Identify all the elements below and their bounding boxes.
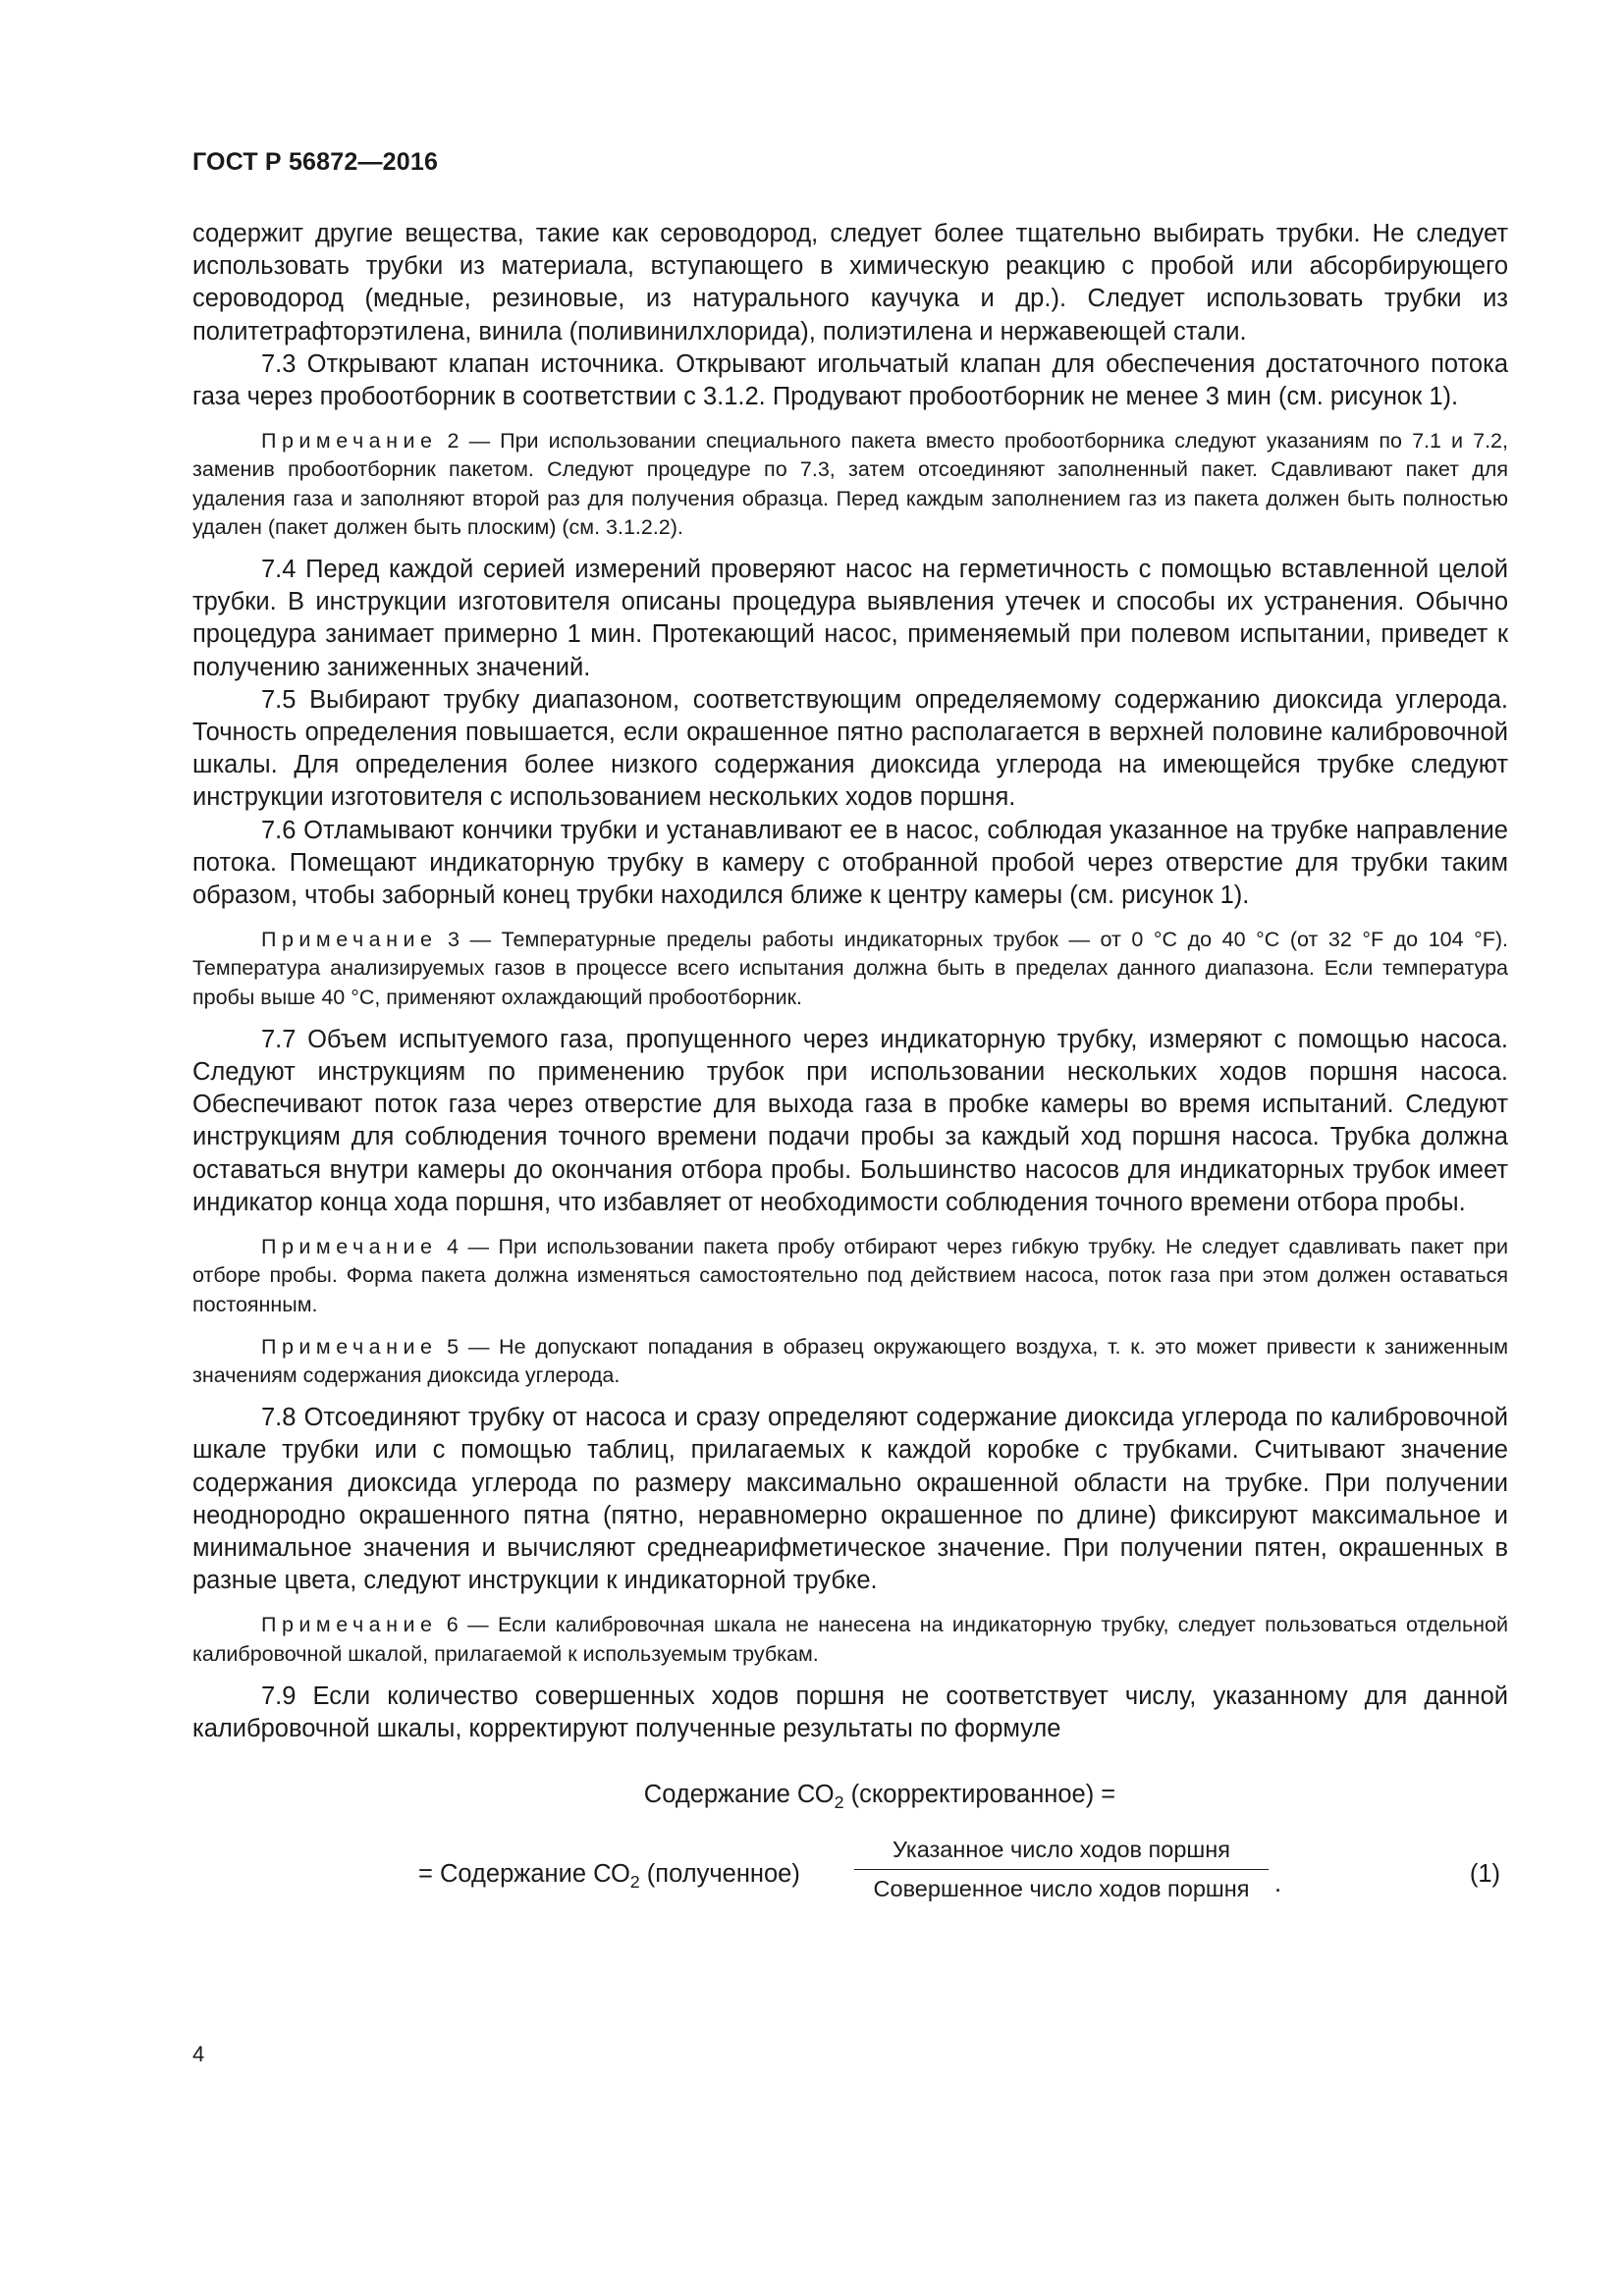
formula-line1-subscript: 2 bbox=[834, 1792, 844, 1813]
formula-line2-subscript: 2 bbox=[629, 1872, 640, 1893]
formula-line-2 bbox=[192, 1837, 1508, 1915]
paragraph-7-9: 7.9 Если количество совершенных ходов поршня не соответствует числу, указанному для данной калибровочной шкалы, корректируют полученные результаты по формуле bbox=[192, 1682, 1508, 1742]
note-5 bbox=[192, 1333, 1508, 1390]
document-header: ГОСТ Р 56872—2016 bbox=[192, 148, 439, 176]
note-6-text: 6 — Если калибровочная шкала не нанесена на индикаторную трубку, следует пользоваться отдельной калибровочной шкалой, прилагаемой к используемым трубкам. bbox=[192, 1613, 1508, 1666]
paragraph-7-8: 7.8 Отсоединяют трубку от насоса и сразу определяют содержание диоксида углерода по калибровочной шкале трубки или с помощью таблиц, прилагаемых к каждой коробке с трубками. Считывают значение содержания диоксида углерода по размеру максимально окрашенной области на трубке. При получении неоднородно окрашенного пятна (пятно, неравномерно окрашенное по длине) фиксируют максимальное и минимальное значения и вычисляют среднеарифметическое значение. При получении пятен, окрашенных в разные цвета, следуют инструкции к индикаторной трубке. bbox=[192, 1404, 1508, 1595]
note-6 bbox=[192, 1611, 1508, 1668]
formula-number: (1) bbox=[1469, 1860, 1500, 1889]
note-label: Примечание bbox=[261, 1613, 438, 1637]
formula-end-dot: . bbox=[1274, 1870, 1282, 1898]
paragraph-continuation: содержит другие вещества, такие как сероводород, следует более тщательно выбирать трубки. Не следует использовать трубки из материала, вступающего в химическую реакцию с пробой или абсорбирующего сероводород (медные, резиновые, из натурального каучука и др.). Следует использовать трубки из политетрафторэтилена, винила (поливинилхлорида), полиэтилена и нержавеющей стали. bbox=[192, 220, 1508, 346]
note-4 bbox=[192, 1233, 1508, 1319]
formula-line-1 bbox=[192, 1781, 1508, 1813]
note-2 bbox=[192, 427, 1508, 542]
page-number: 4 bbox=[192, 2042, 205, 2066]
paragraph-7-3: 7.3 Открывают клапан источника. Открывают игольчатый клапан для обеспечения достаточного потока газа через пробоотборник в соответствии с 3.1.2. Продувают пробоотборник не менее 3 мин (см. рисунок 1). bbox=[192, 349, 1508, 411]
fraction-denominator: Совершенное число ходов поршня bbox=[873, 1876, 1250, 1902]
formula-line2-left bbox=[418, 1860, 800, 1893]
note-5-text: 5 — Не допускают попадания в образец окружающего воздуха, т. к. это может привести к заниженным значениям содержания диоксида углерода. bbox=[192, 1334, 1508, 1387]
formula-line1-suffix: (скорректированное) = bbox=[843, 1781, 1116, 1809]
note-2-text: 2 — При использовании специального пакета вместо пробоотборника следуют указаниям по 7.1 и 7.2, заменив пробоотборник пакетом. Следуют процедуре по 7.3, затем отсоединяют заполненный пакет. Сдавливают пакет для удаления газа и заполняют второй раз для получения образца. Перед каждым заполнением газ из пакета должен быть полностью удален (пакет должен быть плоским) (см. 3.1.2.2). bbox=[192, 429, 1508, 539]
paragraph-7-7: 7.7 Объем испытуемого газа, пропущенного через индикаторную трубку, измеряют с помощью насоса. Следуют инструкциям по применению трубок при использовании нескольких ходов поршня насоса. Обеспечивают поток газа через отверстие для выхода газа в пробке камеры во время испытаний. Следуют инструкциям для соблюдения точного времени подачи пробы за каждый ход поршня насоса. Трубка должна оставаться внутри камеры до окончания отбора пробы. Большинство насосов для индикаторных трубок имеет индикатор конца хода поршня, что избавляет от необходимости соблюдения точного времени отбора пробы. bbox=[192, 1025, 1508, 1216]
paragraph-7-6: 7.6 Отламывают кончики трубки и устанавливают ее в насос, соблюдая указанное на трубке направление потока. Помещают индикаторную трубку в камеру с отобранной пробой через отверстие для трубки таким образом, чтобы заборный конец трубки находился ближе к центру камеры (см. рисунок 1). bbox=[192, 816, 1508, 910]
formula-line2-suffix: (полученное) bbox=[639, 1860, 800, 1889]
note-label: Примечание bbox=[261, 928, 438, 952]
paragraph-7-4: 7.4 Перед каждой серией измерений проверяют насос на герметичность с помощью вставленной целой трубки. В инструкции изготовителя описаны процедура выявления утечек и способы их устранения. Обычно процедура занимает примерно 1 мин. Протекающий насос, применяемый при полевом испытании, приведет к получению заниженных значений. bbox=[192, 556, 1508, 681]
note-4-text: 4 — При использовании пакета пробу отбирают через гибкую трубку. Не следует сдавливать пакет при отборе пробы. Форма пакета должна изменяться самостоятельно под действием насоса, поток газа при этом должен оставаться постоянным. bbox=[192, 1235, 1508, 1316]
formula-line2-prefix: = Содержание СО bbox=[418, 1860, 630, 1889]
note-label: Примечание bbox=[261, 1334, 438, 1359]
note-label: Примечание bbox=[261, 1235, 438, 1259]
note-3-text: 3 — Температурные пределы работы индикаторных трубок — от 0 °С до 40 °С (от 32 °F до 104 °F). Температура анализируемых газов в процессе всего испытания должна быть в пределах данного диапазона. Если температура пробы выше 40 °С, применяют охлаждающий пробоотборник. bbox=[192, 928, 1508, 1009]
formula-fraction bbox=[850, 1837, 1272, 1902]
note-3 bbox=[192, 926, 1508, 1012]
document-body bbox=[192, 218, 1508, 1915]
fraction-numerator: Указанное число ходов поршня bbox=[893, 1837, 1230, 1863]
formula-line1-prefix: Содержание СО bbox=[643, 1781, 835, 1809]
note-label: Примечание bbox=[261, 429, 438, 454]
paragraph-7-5: 7.5 Выбирают трубку диапазоном, соответствующим определяемому содержанию диоксида углерода. Точность определения повышается, если окрашенное пятно располагается в верхней половине калибровочной шкалы. Для определения более низкого содержания диоксида углерода на имеющейся трубке следуют инструкции изготовителя с использованием нескольких ходов поршня. bbox=[192, 685, 1508, 812]
